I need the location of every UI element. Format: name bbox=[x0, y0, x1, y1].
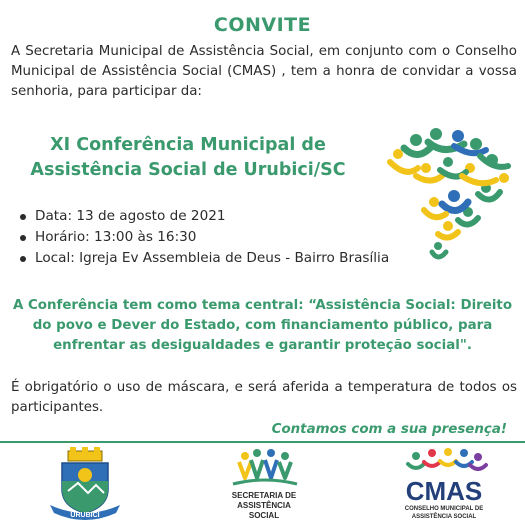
conference-title bbox=[18, 133, 358, 183]
brazil-map-people-icon bbox=[368, 122, 518, 272]
map-figures bbox=[390, 128, 509, 257]
cmas-logo-text: CMAS bbox=[405, 476, 483, 506]
footer-divider bbox=[0, 441, 525, 443]
intro-paragraph: A Secretaria Municipal de Assistência Social, em conjunto com o Conselho Municipal de Assistência Social (CMAS) , tem a honra de convidar a vossa senhoria, para participar da: bbox=[11, 44, 517, 99]
mask-notice: É obrigatório o uso de máscara, e será aferida a temperatura de todos os participantes. bbox=[11, 380, 517, 415]
event-date: Data: 13 de agosto de 2021 bbox=[18, 206, 389, 227]
cmas-logo-icon bbox=[392, 446, 496, 522]
event-time: Horário: 13:00 às 16:30 bbox=[18, 227, 389, 248]
secretaria-logo-line-1: SECRETARIA DE bbox=[231, 491, 297, 500]
crest-ribbon-text: URUBICI bbox=[70, 512, 100, 519]
urubici-crest-icon bbox=[48, 447, 122, 521]
invitation-title: CONVITE bbox=[213, 14, 312, 36]
secretaria-logo-line-2: ASSISTÊNCIA bbox=[237, 501, 291, 510]
conference-title-line-1: XI Conferência Municipal de bbox=[50, 135, 326, 155]
cmas-sub-line-2: ASSISTÊNCIA SOCIAL bbox=[411, 514, 477, 520]
secretaria-logo-icon bbox=[215, 448, 313, 522]
conference-title-line-2: Assistência Social de Urubici/SC bbox=[30, 160, 346, 180]
conference-theme: A Conferência tem como tema central: “Assistência Social: Direito do povo e Dever do Estado, com financiamento público, para enfrentar as desigualdades e garantir proteção social". bbox=[12, 298, 513, 353]
event-details-list bbox=[18, 206, 389, 269]
cmas-sub-line-1: CONSELHO MUNICIPAL DE bbox=[404, 506, 484, 512]
secretaria-logo-line-3: SOCIAL bbox=[248, 511, 280, 520]
closing-message: Contamos com a sua presença! bbox=[271, 422, 507, 437]
event-location: Local: Igreja Ev Assembleia de Deus - Bairro Brasília bbox=[18, 248, 389, 269]
